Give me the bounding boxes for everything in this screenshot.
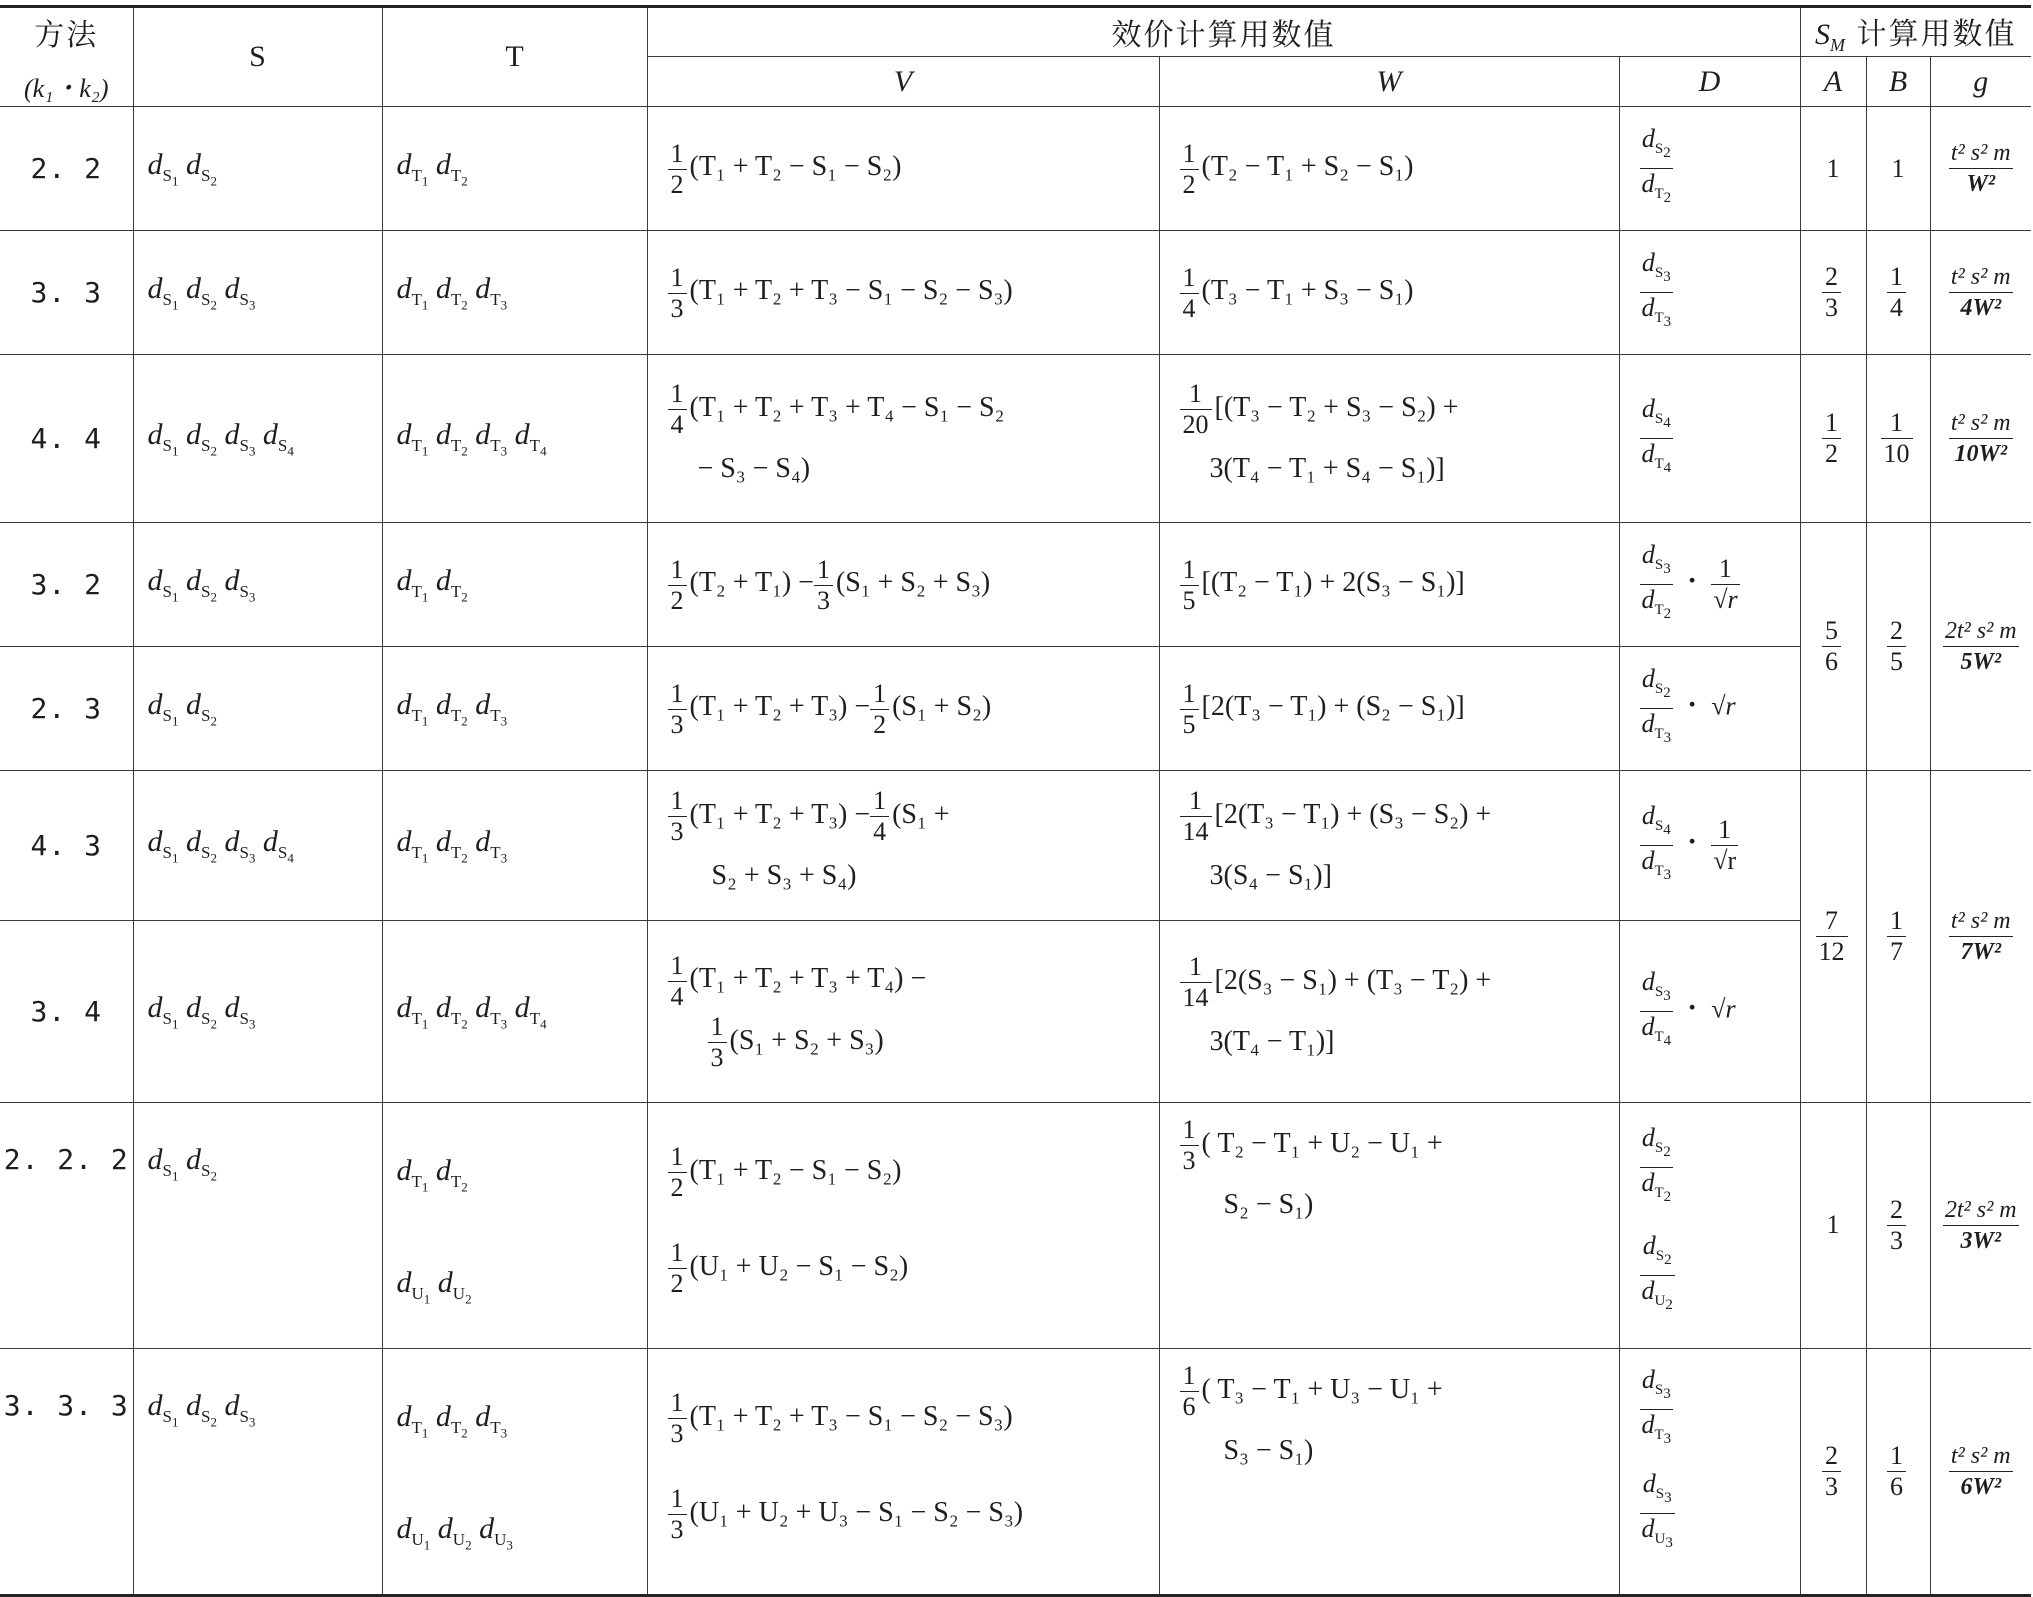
- w-expression: [(T₃ − T₂ + S₃ − S₂) +: [1214, 391, 1459, 423]
- g-fraction: $\frac{\text{t² s² m}}{\text{W²}}$: [1950, 140, 2011, 197]
- v-cell: [647, 921, 1159, 1103]
- method-header-sub: (k₁・k₂): [24, 73, 109, 103]
- fraction: $\frac{1}{5}$: [1180, 555, 1199, 616]
- g-cell: [1930, 107, 2031, 231]
- table-row: [0, 1103, 2031, 1349]
- s-cell: $d_{S_1}$ $d_{S_2}$ $d_{S_3}$: [133, 231, 382, 355]
- method-cell: 4. 3: [0, 771, 133, 921]
- t-cell: $d_{T_1}$ $d_{T_2}$ $d_{T_3}$: [382, 647, 647, 771]
- a-cell: [1800, 231, 1866, 355]
- w-expression: ( T₃ − T₁ + U₃ − U₁ +: [1201, 1373, 1443, 1405]
- method-cell: 3. 3. 3: [0, 1348, 133, 1595]
- t-cell: $d_{T_1}$ $d_{T_2}$ $d_{T_3}$ $d_{U_1}$ $d_{U_2}$ $d_{U_3}$: [382, 1348, 647, 1595]
- table-row: [0, 647, 2031, 771]
- fraction: $\frac{1}{2}$: [1180, 139, 1199, 200]
- table-row: [0, 523, 2031, 647]
- t-cell: $d_{T_1}$ $d_{T_2}$: [382, 523, 647, 647]
- fraction: $\frac{1}{3}$: [668, 786, 687, 847]
- g-cell: [1930, 1348, 2031, 1595]
- fraction: $\frac{1}{3}$: [708, 1012, 727, 1073]
- a-fraction: $\frac{1}{2}$: [1822, 408, 1841, 469]
- table-row: [0, 771, 2031, 921]
- d-fraction: $\frac{d_{S_2}}{d_{T_2}}$: [1641, 123, 1672, 207]
- d-cell: [1619, 921, 1800, 1103]
- t-cell: $d_{T_1}$ $d_{T_2}$ $d_{T_3}$: [382, 771, 647, 921]
- fraction: $\frac{1}{4}$: [668, 951, 687, 1012]
- method-header-label: 方法: [34, 17, 99, 53]
- v-expression: (T₁ + T₂ + T₃ + T₄) −: [689, 963, 927, 995]
- a-fraction: $\frac{2}{3}$: [1822, 262, 1841, 323]
- v-expression-cont: (S₁ + S₂ + S₃): [835, 567, 991, 599]
- s-cell: $d_{S_1}$ $d_{S_2}$ $d_{S_3}$: [133, 1348, 382, 1595]
- g-fraction: $\frac{\text{t² s² m}}{\text{7W²}}$: [1950, 908, 2011, 965]
- b-cell: [1866, 1103, 1930, 1349]
- v-cell: [647, 355, 1159, 523]
- method-cell: 3. 2: [0, 523, 133, 647]
- v-expression: (T₁ + T₂ + T₃ − S₁ − S₂ − S₃): [689, 275, 1013, 307]
- sm-sub-label: M: [1829, 34, 1845, 55]
- w-cell: [1159, 647, 1619, 771]
- v-cell: [647, 231, 1159, 355]
- g-cell: [1930, 231, 2031, 355]
- fraction: $\frac{1}{20}$: [1180, 379, 1212, 440]
- v-expression-cont: (U₁ + U₂ + U₃ − S₁ − S₂ − S₃): [689, 1496, 1024, 1528]
- fraction: $\frac{1}{14}$: [1180, 786, 1212, 847]
- g-cell-merged: [1930, 771, 2031, 1103]
- g-cell: [1930, 1103, 2031, 1349]
- a-fraction: $\frac{7}{12}$: [1816, 906, 1848, 967]
- w-expression: ( T₂ − T₁ + U₂ − U₁ +: [1201, 1128, 1443, 1159]
- w-cell: [1159, 1103, 1619, 1349]
- g-header: g: [1930, 57, 2031, 107]
- w-cell: [1159, 231, 1619, 355]
- d-cell: [1619, 523, 1800, 647]
- w-expression: [2(T₃ − T₁) + (S₃ − S₂) +: [1214, 798, 1492, 830]
- s-header: S: [133, 7, 382, 107]
- fraction: $\frac{1}{3}$: [668, 1388, 687, 1449]
- v-expression: (T₁ + T₂ − S₁ − S₂): [689, 1155, 902, 1186]
- d-cell: [1619, 771, 1800, 921]
- g-cell-merged: [1930, 523, 2031, 771]
- w-expression: [2(T₃ − T₁) + (S₂ − S₁)]: [1201, 691, 1465, 723]
- method-cell: 2. 2. 2: [0, 1103, 133, 1349]
- d-fraction: $\frac{d_{S_2}}{d_{T_2}}$: [1641, 1123, 1672, 1206]
- a-fraction: $\frac{2}{3}$: [1822, 1441, 1841, 1502]
- d-fraction: $\frac{d_{S_3}}{d_{T_2}}$: [1641, 539, 1672, 623]
- v-cell: [647, 771, 1159, 921]
- fraction: $\frac{1}{2}$: [668, 1238, 687, 1299]
- g-cell: [1930, 355, 2031, 523]
- v-expression: (T₁ + T₂ + T₃ − S₁ − S₂ − S₃): [689, 1400, 1013, 1432]
- v-cell: [647, 1103, 1159, 1349]
- d-factor: $\frac{1}{√r}$: [1713, 554, 1738, 614]
- t-cell: $d_{T_1}$ $d_{T_2}$ $d_{U_1}$ $d_{U_2}$: [382, 1103, 647, 1349]
- a-cell-merged: [1800, 771, 1866, 1103]
- method-cell: 2. 2: [0, 107, 133, 231]
- d-fraction: $\frac{d_{S_3}}{d_{T_3}}$: [1641, 1364, 1672, 1448]
- w-cell: [1159, 1348, 1619, 1595]
- effective-values-header: 效价计算用数值: [647, 7, 1800, 57]
- b-header: B: [1866, 57, 1930, 107]
- w-expression-cont: S₃ − S₁): [1223, 1434, 1314, 1466]
- fraction: $\frac{1}{5}$: [1180, 679, 1199, 740]
- w-cell: [1159, 107, 1619, 231]
- t-cell: $d_{T_1}$ $d_{T_2}$ $d_{T_3}$: [382, 231, 647, 355]
- fraction: $\frac{1}{3}$: [1180, 1115, 1199, 1176]
- s-cell: $d_{S_1}$ $d_{S_2}$ $d_{S_3}$ $d_{S_4}$: [133, 771, 382, 921]
- fraction: $\frac{1}{6}$: [1180, 1361, 1199, 1422]
- s-cell: $d_{S_1}$ $d_{S_2}$: [133, 647, 382, 771]
- a-cell-merged: [1800, 523, 1866, 771]
- d-fraction: $\frac{d_{S_2}}{d_{T_3}}$: [1641, 663, 1672, 747]
- a-cell: [1800, 355, 1866, 523]
- fraction: $\frac{1}{2}$: [668, 1142, 687, 1203]
- method-cell: 2. 3: [0, 647, 133, 771]
- w-expression-cont: 3(T₄ − T₁ + S₄ − S₁)]: [1209, 453, 1445, 485]
- multiply-dot: ・: [1679, 567, 1706, 597]
- v-expression-cont: (U₁ + U₂ − S₁ − S₂): [689, 1251, 909, 1282]
- fraction: $\frac{1}{3}$: [814, 555, 833, 616]
- w-cell: [1159, 523, 1619, 647]
- v-expression: (T₁ + T₂ + T₃) −: [689, 691, 871, 723]
- v-header: V: [647, 57, 1159, 107]
- d-fraction: $\frac{d_{S_3}}{d_{U_3}}$: [1641, 1468, 1673, 1552]
- s-cell: $d_{S_1}$ $d_{S_2}$ $d_{S_3}$: [133, 921, 382, 1103]
- sm-rest-label: 计算用数值: [1844, 16, 2017, 52]
- a-cell: [1800, 1348, 1866, 1595]
- d-fraction: $\frac{d_{S_2}}{d_{U_2}}$: [1641, 1231, 1673, 1314]
- b-fraction: $\frac{1}{7}$: [1887, 906, 1906, 967]
- w-expression-cont: S₂ − S₁): [1223, 1189, 1314, 1221]
- d-fraction: $\frac{d_{S_4}}{d_{T_4}}$: [1641, 393, 1672, 477]
- fraction: $\frac{1}{2}$: [870, 679, 889, 740]
- w-header: W: [1159, 57, 1619, 107]
- d-factor: $\frac{1}{√r}$: [1713, 815, 1737, 875]
- v-expression: (T₁ + T₂ + T₃ + T₄ − S₁ − S₂: [689, 391, 1005, 423]
- fraction: $\frac{1}{3}$: [668, 679, 687, 740]
- d-cell: [1619, 355, 1800, 523]
- g-fraction: $\frac{\text{t² s² m}}{\text{6W²}}$: [1950, 1442, 2011, 1500]
- a-cell: 1: [1800, 107, 1866, 231]
- a-fraction: $\frac{5}{6}$: [1822, 616, 1841, 677]
- table-row: [0, 921, 2031, 1103]
- fraction: $\frac{1}{4}$: [1180, 263, 1199, 324]
- sm-values-header: [1800, 7, 2031, 57]
- v-cell: [647, 647, 1159, 771]
- w-expression: (T₂ − T₁ + S₂ − S₁): [1201, 151, 1414, 183]
- potency-calculation-table: [0, 5, 2031, 1597]
- s-cell: $d_{S_1}$ $d_{S_2}$ $d_{S_3}$: [133, 523, 382, 647]
- v-expression: (T₁ + T₂ + T₃) −: [689, 798, 871, 830]
- method-cell: 3. 3: [0, 231, 133, 355]
- fraction: $\frac{1}{4}$: [668, 379, 687, 440]
- v-expression: (T₁ + T₂ − S₁ − S₂): [689, 151, 902, 183]
- w-cell: [1159, 921, 1619, 1103]
- multiply-dot: ・: [1679, 828, 1706, 858]
- d-cell: [1619, 107, 1800, 231]
- v-expression-cont: (S₁ +: [892, 798, 950, 830]
- d-cell: [1619, 231, 1800, 355]
- d-fraction: $\frac{d_{S_3}}{d_{T_3}}$: [1641, 247, 1672, 331]
- b-cell-merged: [1866, 523, 1930, 771]
- b-cell: 1: [1866, 107, 1930, 231]
- fraction: $\frac{1}{14}$: [1180, 952, 1212, 1013]
- t-cell: $d_{T_1}$ $d_{T_2}$: [382, 107, 647, 231]
- g-fraction: $\frac{\text{2t² s² m}}{\text{5W²}}$: [1944, 618, 2017, 675]
- a-header: A: [1800, 57, 1866, 107]
- v-expression: (T₂ + T₁) −: [689, 567, 814, 599]
- method-cell: 4. 4: [0, 355, 133, 523]
- fraction: $\frac{1}{4}$: [870, 786, 889, 847]
- sqrt-r: √r: [1711, 994, 1736, 1024]
- fraction: $\frac{1}{2}$: [668, 555, 687, 616]
- d-fraction: $\frac{d_{S_4}}{d_{T_3}}$: [1641, 800, 1672, 884]
- multiply-dot: ・: [1679, 691, 1706, 721]
- w-cell: [1159, 355, 1619, 523]
- b-cell: [1866, 355, 1930, 523]
- g-fraction: $\frac{\text{t² s² m}}{\text{4W²}}$: [1950, 264, 2011, 321]
- t-cell: $d_{T_1}$ $d_{T_2}$ $d_{T_3}$ $d_{T_4}$: [382, 921, 647, 1103]
- v-expression-cont2: S₂ + S₃ + S₄): [711, 860, 857, 892]
- table-row: [0, 1348, 2031, 1595]
- d-cell: [1619, 647, 1800, 771]
- table-row: [0, 355, 2031, 523]
- header-row-top: [0, 7, 2031, 57]
- w-expression: (T₃ − T₁ + S₃ − S₁): [1201, 275, 1414, 307]
- method-cell: 3. 4: [0, 921, 133, 1103]
- table-row: [0, 107, 2031, 231]
- v-cell: [647, 107, 1159, 231]
- v-cell: [647, 1348, 1159, 1595]
- d-header: D: [1619, 57, 1800, 107]
- b-fraction: $\frac{1}{6}$: [1887, 1441, 1906, 1502]
- s-cell: $d_{S_1}$ $d_{S_2}$: [133, 107, 382, 231]
- sqrt-r: √r: [1711, 691, 1736, 721]
- g-fraction: $\frac{\text{2t² s² m}}{\text{3W²}}$: [1944, 1196, 2017, 1254]
- t-header: T: [382, 7, 647, 107]
- w-cell: [1159, 771, 1619, 921]
- s-cell: $d_{S_1}$ $d_{S_2}$ $d_{S_3}$ $d_{S_4}$: [133, 355, 382, 523]
- w-expression-cont: 3(T₄ − T₁)]: [1209, 1026, 1335, 1058]
- t-cell: $d_{T_1}$ $d_{T_2}$ $d_{T_3}$ $d_{T_4}$: [382, 355, 647, 523]
- v-expression-cont: (S₁ + S₂): [892, 691, 992, 723]
- fraction: $\frac{1}{3}$: [668, 1484, 687, 1545]
- w-expression: [(T₂ − T₁) + 2(S₃ − S₁)]: [1201, 567, 1465, 599]
- method-header: [0, 7, 133, 107]
- s-cell: $d_{S_1}$ $d_{S_2}$: [133, 1103, 382, 1349]
- a-cell: 1: [1800, 1103, 1866, 1349]
- w-expression: [2(S₃ − S₁) + (T₃ − T₂) +: [1214, 964, 1492, 996]
- b-fraction: $\frac{2}{3}$: [1887, 1195, 1906, 1256]
- b-fraction: $\frac{1}{10}$: [1881, 408, 1913, 469]
- v-expression-cont: − S₃ − S₄): [697, 453, 811, 485]
- d-fraction: $\frac{d_{S_3}}{d_{T_4}}$: [1641, 966, 1672, 1050]
- b-cell: [1866, 1348, 1930, 1595]
- d-cell: [1619, 1103, 1800, 1349]
- w-expression-cont: 3(S₄ − S₁)]: [1209, 860, 1332, 892]
- b-cell-merged: [1866, 771, 1930, 1103]
- v-expression-cont: (S₁ + S₂ + S₃): [729, 1024, 884, 1056]
- v-cell: [647, 523, 1159, 647]
- d-cell: [1619, 1348, 1800, 1595]
- g-fraction: $\frac{\text{t² s² m}}{\text{10W²}}$: [1950, 410, 2011, 467]
- fraction: $\frac{1}{2}$: [668, 139, 687, 200]
- multiply-dot: ・: [1679, 994, 1706, 1024]
- table-row: [0, 231, 2031, 355]
- b-fraction: $\frac{1}{4}$: [1887, 262, 1906, 323]
- fraction: $\frac{1}{3}$: [668, 263, 687, 324]
- sm-label: S: [1814, 17, 1830, 51]
- b-fraction: $\frac{2}{5}$: [1887, 616, 1906, 677]
- b-cell: [1866, 231, 1930, 355]
